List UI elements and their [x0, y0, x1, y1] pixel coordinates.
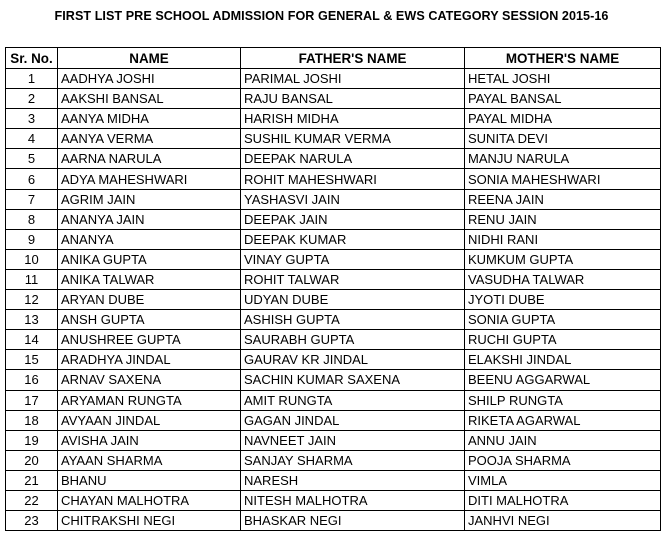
- table-row: [6, 149, 661, 169]
- cell-sr-no: 15: [6, 350, 58, 370]
- cell-name: ANSH GUPTA: [58, 310, 241, 330]
- cell-father-name: AMIT RUNGTA: [241, 390, 465, 410]
- table-row: [6, 229, 661, 249]
- cell-name: ARADHYA JINDAL: [58, 350, 241, 370]
- cell-father-name: SAURABH GUPTA: [241, 330, 465, 350]
- cell-mother-name: POOJA SHARMA: [465, 450, 661, 470]
- cell-father-name: SANJAY SHARMA: [241, 450, 465, 470]
- column-header-father-name: FATHER'S NAME: [241, 48, 465, 69]
- cell-mother-name: BEENU AGGARWAL: [465, 370, 661, 390]
- column-header-sr-no: Sr. No.: [6, 48, 58, 69]
- cell-mother-name: ANNU JAIN: [465, 430, 661, 450]
- cell-sr-no: 13: [6, 310, 58, 330]
- cell-name: AVISHA JAIN: [58, 430, 241, 450]
- cell-father-name: NITESH MALHOTRA: [241, 490, 465, 510]
- cell-mother-name: RENU JAIN: [465, 209, 661, 229]
- cell-name: ANANYA JAIN: [58, 209, 241, 229]
- cell-name: ARYAMAN RUNGTA: [58, 390, 241, 410]
- cell-father-name: GAGAN JINDAL: [241, 410, 465, 430]
- cell-mother-name: DITI MALHOTRA: [465, 490, 661, 510]
- table-row: [6, 310, 661, 330]
- column-header-name: NAME: [58, 48, 241, 69]
- cell-mother-name: KUMKUM GUPTA: [465, 249, 661, 269]
- cell-father-name: DEEPAK JAIN: [241, 209, 465, 229]
- table-row: [6, 69, 661, 89]
- table-row: [6, 370, 661, 390]
- column-header-mother-name: MOTHER'S NAME: [465, 48, 661, 69]
- cell-mother-name: PAYAL MIDHA: [465, 109, 661, 129]
- cell-sr-no: 11: [6, 269, 58, 289]
- cell-father-name: HARISH MIDHA: [241, 109, 465, 129]
- cell-sr-no: 4: [6, 129, 58, 149]
- cell-sr-no: 22: [6, 490, 58, 510]
- table-row: [6, 129, 661, 149]
- cell-mother-name: SHILP RUNGTA: [465, 390, 661, 410]
- cell-sr-no: 12: [6, 290, 58, 310]
- cell-sr-no: 16: [6, 370, 58, 390]
- cell-father-name: SACHIN KUMAR SAXENA: [241, 370, 465, 390]
- cell-name: ANIKA GUPTA: [58, 249, 241, 269]
- cell-name: ANUSHREE GUPTA: [58, 330, 241, 350]
- cell-sr-no: 17: [6, 390, 58, 410]
- cell-name: AADHYA JOSHI: [58, 69, 241, 89]
- cell-sr-no: 19: [6, 430, 58, 450]
- cell-sr-no: 3: [6, 109, 58, 129]
- admission-list-table: [5, 47, 661, 531]
- table-row: [6, 511, 661, 531]
- cell-mother-name: JYOTI DUBE: [465, 290, 661, 310]
- cell-sr-no: 6: [6, 169, 58, 189]
- table-row: [6, 350, 661, 370]
- table-row: [6, 189, 661, 209]
- document-title: FIRST LIST PRE SCHOOL ADMISSION FOR GENERAL & EWS CATEGORY SESSION 2015-16: [54, 9, 609, 23]
- table-row: [6, 430, 661, 450]
- table-row: [6, 249, 661, 269]
- cell-father-name: DEEPAK NARULA: [241, 149, 465, 169]
- cell-mother-name: JANHVI NEGI: [465, 511, 661, 531]
- cell-father-name: BHASKAR NEGI: [241, 511, 465, 531]
- cell-name: CHAYAN MALHOTRA: [58, 490, 241, 510]
- cell-sr-no: 1: [6, 69, 58, 89]
- cell-sr-no: 5: [6, 149, 58, 169]
- table-row: [6, 490, 661, 510]
- cell-name: ADYA MAHESHWARI: [58, 169, 241, 189]
- cell-name: AANYA MIDHA: [58, 109, 241, 129]
- cell-mother-name: VIMLA: [465, 470, 661, 490]
- cell-father-name: UDYAN DUBE: [241, 290, 465, 310]
- cell-sr-no: 14: [6, 330, 58, 350]
- table-row: [6, 330, 661, 350]
- cell-sr-no: 7: [6, 189, 58, 209]
- cell-father-name: VINAY GUPTA: [241, 249, 465, 269]
- table-row: [6, 89, 661, 109]
- cell-sr-no: 2: [6, 89, 58, 109]
- cell-sr-no: 9: [6, 229, 58, 249]
- cell-sr-no: 18: [6, 410, 58, 430]
- cell-mother-name: VASUDHA TALWAR: [465, 269, 661, 289]
- cell-name: ARYAN DUBE: [58, 290, 241, 310]
- cell-mother-name: PAYAL BANSAL: [465, 89, 661, 109]
- cell-mother-name: RIKETA AGARWAL: [465, 410, 661, 430]
- cell-father-name: NAVNEET JAIN: [241, 430, 465, 450]
- table-header-row: [6, 48, 661, 69]
- cell-mother-name: SUNITA DEVI: [465, 129, 661, 149]
- table-body: [6, 69, 661, 531]
- cell-father-name: YASHASVI JAIN: [241, 189, 465, 209]
- cell-mother-name: RUCHI GUPTA: [465, 330, 661, 350]
- table-row: [6, 269, 661, 289]
- cell-name: AARNA NARULA: [58, 149, 241, 169]
- cell-name: BHANU: [58, 470, 241, 490]
- cell-father-name: RAJU BANSAL: [241, 89, 465, 109]
- cell-name: ARNAV SAXENA: [58, 370, 241, 390]
- cell-name: AANYA VERMA: [58, 129, 241, 149]
- table-row: [6, 109, 661, 129]
- cell-mother-name: REENA JAIN: [465, 189, 661, 209]
- table-row: [6, 450, 661, 470]
- cell-name: AGRIM JAIN: [58, 189, 241, 209]
- cell-name: AVYAAN JINDAL: [58, 410, 241, 430]
- cell-father-name: NARESH: [241, 470, 465, 490]
- table-row: [6, 390, 661, 410]
- cell-mother-name: NIDHI RANI: [465, 229, 661, 249]
- table-row: [6, 290, 661, 310]
- table-row: [6, 470, 661, 490]
- cell-father-name: ROHIT MAHESHWARI: [241, 169, 465, 189]
- cell-sr-no: 8: [6, 209, 58, 229]
- cell-father-name: ROHIT TALWAR: [241, 269, 465, 289]
- cell-father-name: GAURAV KR JINDAL: [241, 350, 465, 370]
- cell-father-name: SUSHIL KUMAR VERMA: [241, 129, 465, 149]
- cell-sr-no: 20: [6, 450, 58, 470]
- cell-mother-name: ELAKSHI JINDAL: [465, 350, 661, 370]
- cell-name: ANIKA TALWAR: [58, 269, 241, 289]
- cell-sr-no: 10: [6, 249, 58, 269]
- table-row: [6, 169, 661, 189]
- cell-name: AYAAN SHARMA: [58, 450, 241, 470]
- table-row: [6, 410, 661, 430]
- cell-name: CHITRAKSHI NEGI: [58, 511, 241, 531]
- cell-name: ANANYA: [58, 229, 241, 249]
- cell-father-name: PARIMAL JOSHI: [241, 69, 465, 89]
- cell-father-name: DEEPAK KUMAR: [241, 229, 465, 249]
- cell-sr-no: 21: [6, 470, 58, 490]
- cell-name: AAKSHI BANSAL: [58, 89, 241, 109]
- cell-mother-name: SONIA MAHESHWARI: [465, 169, 661, 189]
- table-row: [6, 209, 661, 229]
- cell-mother-name: SONIA GUPTA: [465, 310, 661, 330]
- cell-father-name: ASHISH GUPTA: [241, 310, 465, 330]
- cell-mother-name: HETAL JOSHI: [465, 69, 661, 89]
- cell-mother-name: MANJU NARULA: [465, 149, 661, 169]
- cell-sr-no: 23: [6, 511, 58, 531]
